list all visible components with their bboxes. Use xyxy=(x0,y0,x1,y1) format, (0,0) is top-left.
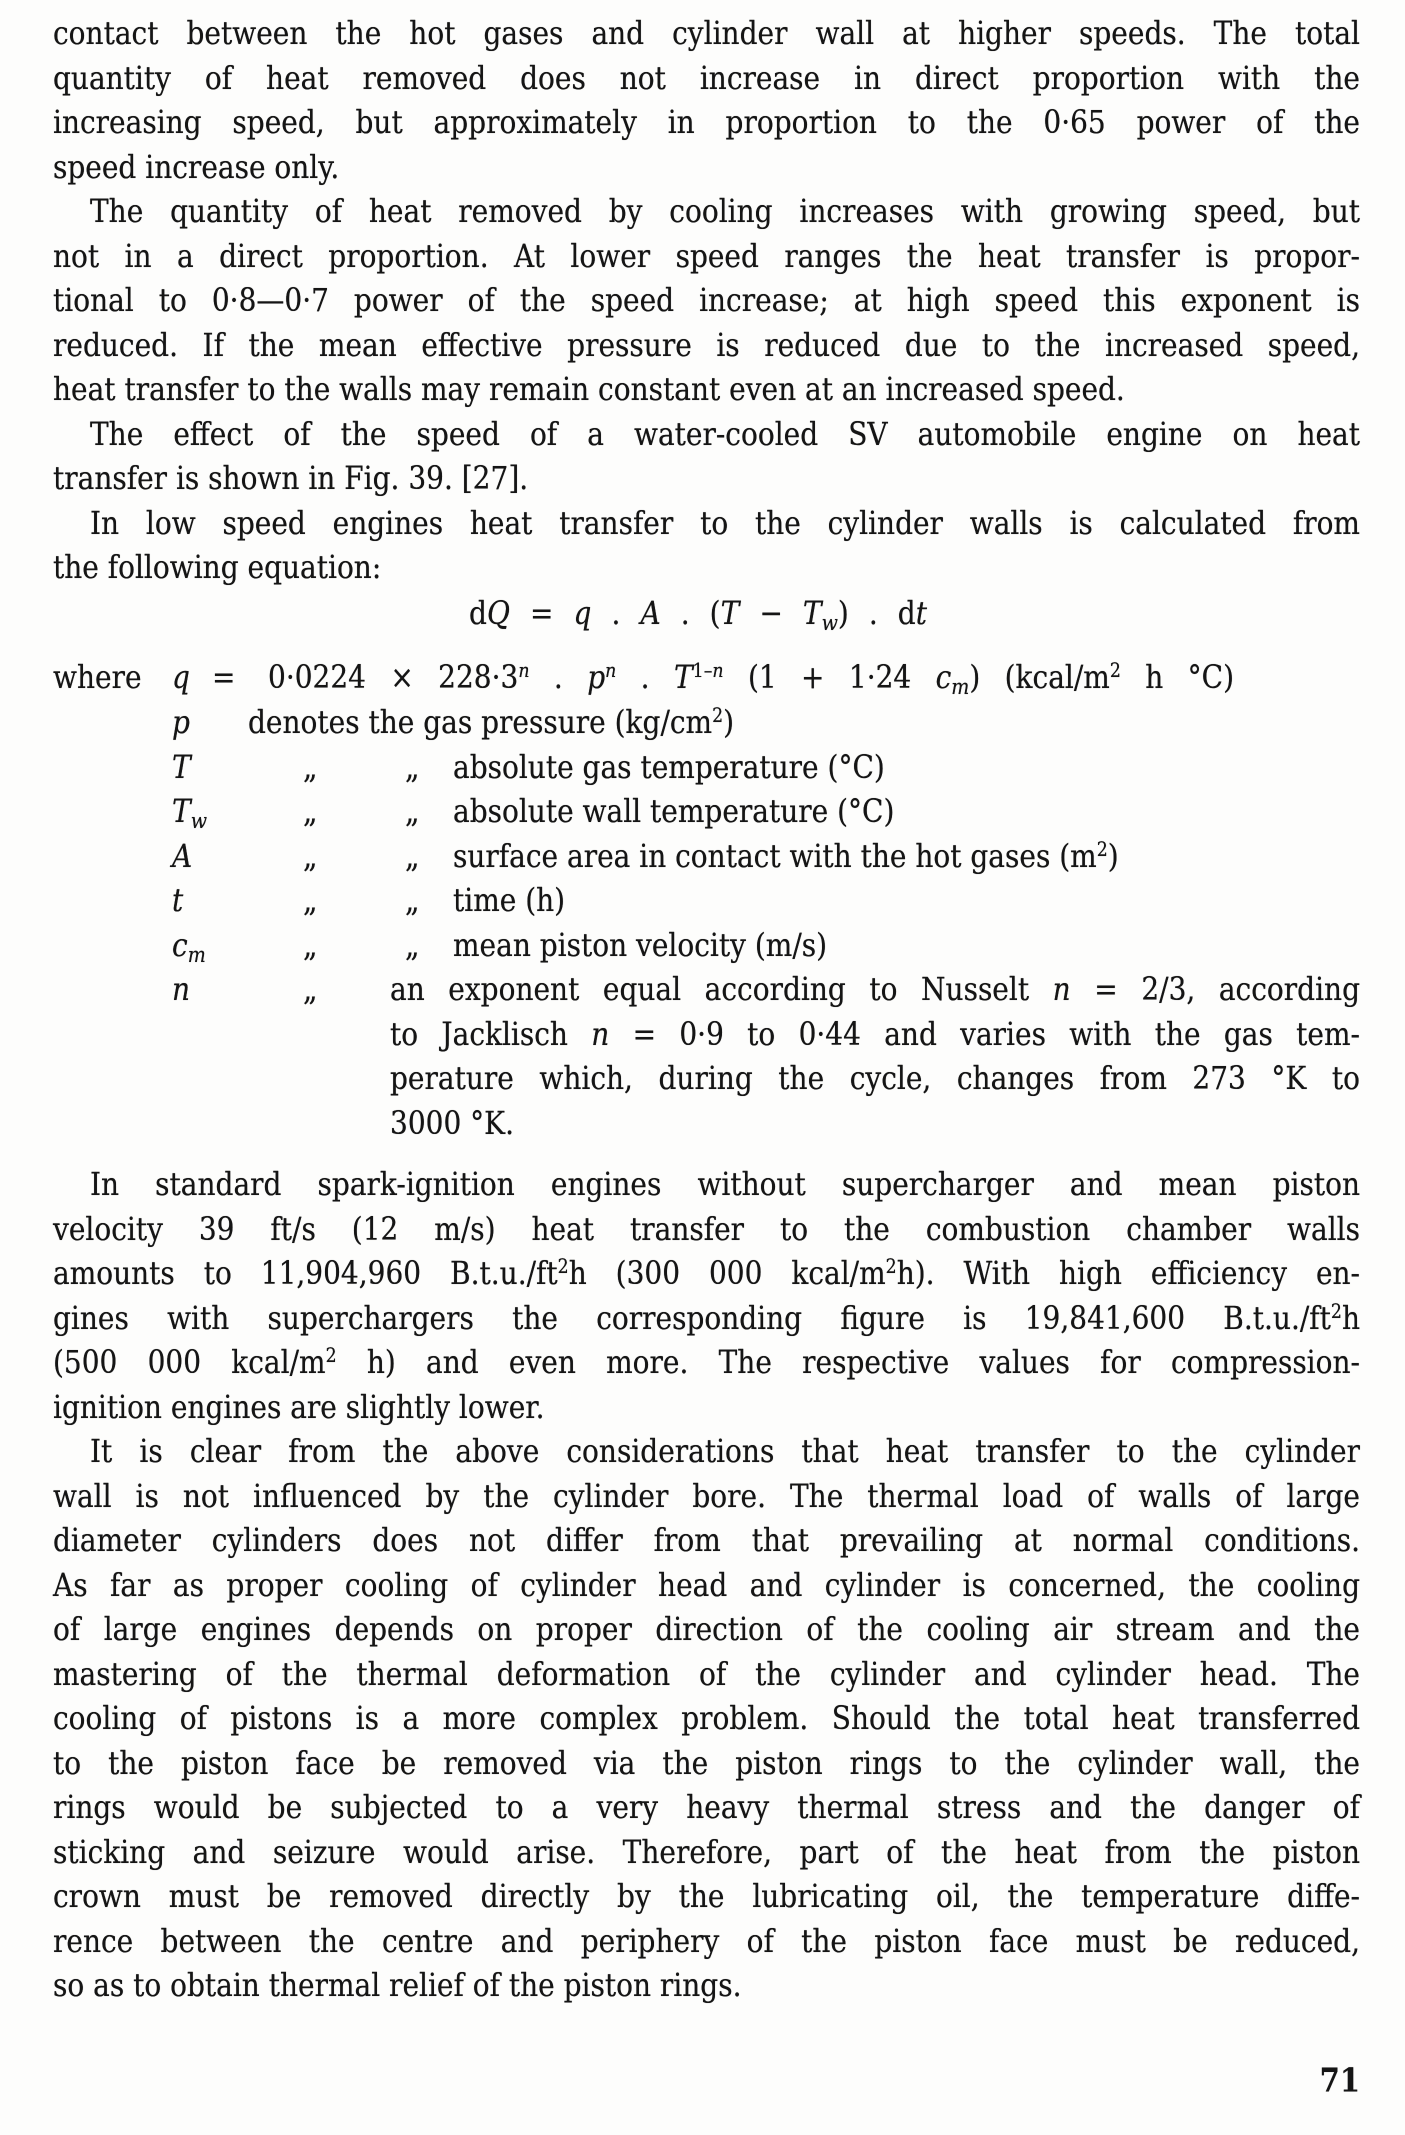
math-variable: t xyxy=(172,881,184,920)
paragraph-low-speed-engines xyxy=(53,502,1360,591)
text-line: not in a direct proportion. At lower speed ranges the heat transfer is propor- xyxy=(53,237,1360,275)
superscript: 2 xyxy=(885,1256,897,1280)
definition-symbol xyxy=(172,831,192,882)
math-variable: T xyxy=(172,792,191,831)
superscript: 2 xyxy=(557,1256,569,1280)
heat-transfer-equation xyxy=(469,589,927,640)
text-flow-top xyxy=(53,12,1360,591)
text-line xyxy=(53,1249,1360,1300)
formula-expression xyxy=(268,653,1234,704)
text-run: to Jacklisch xyxy=(390,1015,592,1053)
superscript: n xyxy=(518,660,530,684)
definition-row xyxy=(0,746,1405,791)
text-line: wall is not influenced by the cylinder bore. The thermal load of walls of large xyxy=(53,1477,1360,1515)
definition-description xyxy=(390,968,1360,1146)
math-variable: q xyxy=(573,594,592,633)
where-label: where xyxy=(53,658,142,697)
superscript: 2 xyxy=(1096,838,1108,862)
text-run: = 0·9 to 0·44 and varies with the gas tem- xyxy=(609,1015,1360,1053)
text-run: ) . d xyxy=(837,594,916,633)
text-run: an exponent equal according to Nusselt xyxy=(390,970,1053,1009)
paragraph-speed-effect xyxy=(53,413,1360,502)
definition-symbol xyxy=(172,920,206,971)
subscript: m xyxy=(187,942,206,968)
superscript: 2 xyxy=(1330,1300,1342,1324)
text-run: . ( xyxy=(660,594,721,633)
superscript: 2 xyxy=(325,1345,337,1369)
text-line: sticking and seizure would arise. Therefore, part of the heat from the piston xyxy=(53,1833,1360,1871)
text-run: surface area in contact with the hot gases (m xyxy=(453,837,1097,875)
text-line xyxy=(390,965,1360,1016)
text-line: speed increase only. xyxy=(53,148,340,186)
definition-row xyxy=(0,835,1405,880)
text-line: absolute gas temperature (°C) xyxy=(453,748,885,786)
subscript: w xyxy=(821,610,838,636)
superscript: n xyxy=(605,660,617,684)
math-variable: q xyxy=(172,658,190,697)
definition-description xyxy=(453,790,1360,835)
text-line: to the piston face be removed via the piston rings to the cylinder wall, the xyxy=(53,1744,1360,1782)
ditto-mark: „ xyxy=(303,792,318,831)
text-line: It is clear from the above considerations that heat transfer to the cylinder xyxy=(90,1432,1360,1471)
text-run: denotes the gas pressure (kg/cm xyxy=(248,703,713,742)
text-run: ) xyxy=(723,703,735,742)
variable-definitions xyxy=(0,701,1405,1142)
text-run: = xyxy=(509,594,574,633)
superscript: 2 xyxy=(712,705,724,729)
text-run: . xyxy=(591,594,641,633)
text-line: In standard spark-ignition engines without supercharger and mean piston xyxy=(90,1165,1360,1204)
text-line: mean piston velocity (m/s) xyxy=(453,926,828,964)
text-line xyxy=(390,1009,1360,1060)
text-line: heat transfer to the walls may remain constant even at an increased speed. xyxy=(53,370,1125,409)
paragraph-spark-ignition xyxy=(53,1163,1360,1430)
text-run: h). With high efficiency en- xyxy=(896,1254,1361,1293)
subscript: w xyxy=(190,808,207,834)
math-variable: T xyxy=(802,594,822,633)
text-run: amounts to 11,904,960 B.t.u./ft xyxy=(53,1254,558,1293)
text-run: gines with superchargers the corresponding figure is 19,841,600 B.t.u./ft xyxy=(53,1299,1331,1337)
math-variable: n xyxy=(172,970,191,1009)
definition-row xyxy=(0,701,1405,746)
math-variable: c xyxy=(172,926,188,964)
text-line: The quantity of heat removed by cooling increases with growing speed, but xyxy=(90,192,1360,231)
text-line: reduced. If the mean effective pressure is reduced due to the increased speed, xyxy=(53,326,1360,364)
math-variable: T xyxy=(673,658,693,697)
text-run: ) xyxy=(1107,837,1119,875)
text-line: 3000 °K. xyxy=(390,1104,514,1142)
definition-symbol xyxy=(172,698,190,749)
definition-symbol xyxy=(172,787,207,838)
ditto-mark: „ xyxy=(303,881,318,920)
definition-description xyxy=(453,835,1360,880)
text-line xyxy=(53,1338,1360,1389)
definition-description xyxy=(453,879,1360,924)
text-line: so as to obtain thermal relief of the piston rings. xyxy=(53,1966,742,2005)
text-run: . xyxy=(616,658,674,697)
text-run: . xyxy=(529,658,588,697)
text-line xyxy=(53,1293,1360,1344)
definition-description xyxy=(453,746,1360,791)
text-line: quantity of heat removed does not increase in direct proportion with the xyxy=(53,59,1360,97)
text-run: d xyxy=(469,594,487,633)
text-line: ignition engines are slightly lower. xyxy=(53,1388,545,1426)
ditto-mark: „ xyxy=(405,926,420,964)
text-line: cooling of pistons is a more complex problem. Should the total heat transferred xyxy=(53,1699,1360,1738)
text-line: transfer is shown in Fig. 39. [27]. xyxy=(53,459,529,498)
text-line: crown must be removed directly by the lubricating oil, the temperature diffe- xyxy=(53,1877,1360,1916)
math-variable: n xyxy=(591,1015,610,1053)
definition-row xyxy=(0,879,1405,924)
definition-description xyxy=(453,924,1360,969)
math-variable: p xyxy=(587,658,606,697)
math-variable: A xyxy=(172,837,193,875)
text-run: h (300 000 kcal/m xyxy=(568,1254,886,1293)
text-line xyxy=(453,831,1360,882)
text-line: rings would be subjected to a very heavy thermal stress and the danger of xyxy=(53,1788,1360,1827)
page-number: 71 xyxy=(1319,2060,1360,2100)
text-line: rence between the centre and periphery of the piston face must be reduced, xyxy=(53,1922,1360,1960)
paragraph-continued xyxy=(53,12,1360,190)
definition-symbol xyxy=(172,742,191,793)
text-run: h xyxy=(1341,1299,1360,1337)
text-run: = 2/3, according xyxy=(1070,970,1360,1009)
math-variable: T xyxy=(720,594,740,633)
where-line xyxy=(0,656,1405,701)
math-variable: A xyxy=(640,594,661,633)
definition-description xyxy=(248,701,1360,746)
ditto-mark: „ xyxy=(303,970,318,1009)
ditto-mark: „ xyxy=(405,748,420,786)
text-run: 0·0224 × 228·3 xyxy=(268,658,519,697)
ditto-mark: „ xyxy=(303,837,318,875)
text-line: increasing speed, but approximately in proportion to the 0·65 power of the xyxy=(53,103,1360,142)
definition-row xyxy=(0,924,1405,969)
text-run: (1 + 1·24 xyxy=(723,658,936,697)
math-variable: Q xyxy=(486,594,510,633)
superscript: 2 xyxy=(1109,660,1121,684)
text-line: contact between the hot gases and cylinder wall at higher speeds. The total xyxy=(53,14,1360,53)
text-run: h °C) xyxy=(1120,658,1235,697)
text-line: time (h) xyxy=(453,881,566,920)
math-variable: t xyxy=(915,594,927,633)
definition-symbol xyxy=(172,876,183,927)
superscript: 1– xyxy=(692,660,713,684)
definition-symbol xyxy=(172,965,190,1016)
text-line xyxy=(248,698,1360,749)
math-variable: T xyxy=(172,748,191,786)
superscript: n xyxy=(712,660,724,684)
text-line: As far as proper cooling of cylinder head and cylinder is concerned, the cooling xyxy=(53,1566,1360,1604)
text-run: − xyxy=(739,594,803,633)
definition-row xyxy=(0,968,1405,1142)
paragraph-cylinder-bore xyxy=(53,1430,1360,2009)
text-line: mastering of the thermal deformation of the cylinder and cylinder head. The xyxy=(53,1655,1360,1693)
text-line: In low speed engines heat transfer to the cylinder walls is calculated from xyxy=(90,504,1360,542)
text-line: of large engines depends on proper direction of the cooling air stream and the xyxy=(53,1610,1360,1649)
math-variable: p xyxy=(172,703,190,742)
ditto-mark: „ xyxy=(405,792,420,831)
definition-row xyxy=(0,790,1405,835)
text-run: h) and even more. The respective values for compression- xyxy=(336,1343,1360,1382)
subscript: m xyxy=(951,674,970,700)
text-line: tional to 0·8—0·7 power of the speed increase; at high speed this exponent is xyxy=(53,281,1360,320)
text-line: perature which, during the cycle, changes from 273 °K to xyxy=(390,1059,1360,1098)
text-line: absolute wall temperature (°C) xyxy=(453,792,895,831)
equals-sign: = xyxy=(212,658,236,697)
text-line: The effect of the speed of a water-cooled SV automobile engine on heat xyxy=(90,415,1360,453)
text-line: diameter cylinders does not differ from that prevailing at normal conditions. xyxy=(53,1521,1360,1560)
ditto-mark: „ xyxy=(303,748,318,786)
text-line: the following equation: xyxy=(53,548,382,587)
text-run: (500 000 kcal/m xyxy=(53,1343,326,1382)
math-variable: c xyxy=(935,658,952,697)
paragraph-heat-vs-speed xyxy=(53,190,1360,413)
ditto-mark: „ xyxy=(303,926,318,964)
text-run: ) (kcal/m xyxy=(969,658,1110,697)
ditto-mark: „ xyxy=(405,837,420,875)
math-variable: n xyxy=(1052,970,1071,1009)
ditto-mark: „ xyxy=(405,881,420,920)
text-line: velocity 39 ft/s (12 m/s) heat transfer to the combustion chamber walls xyxy=(53,1210,1360,1248)
